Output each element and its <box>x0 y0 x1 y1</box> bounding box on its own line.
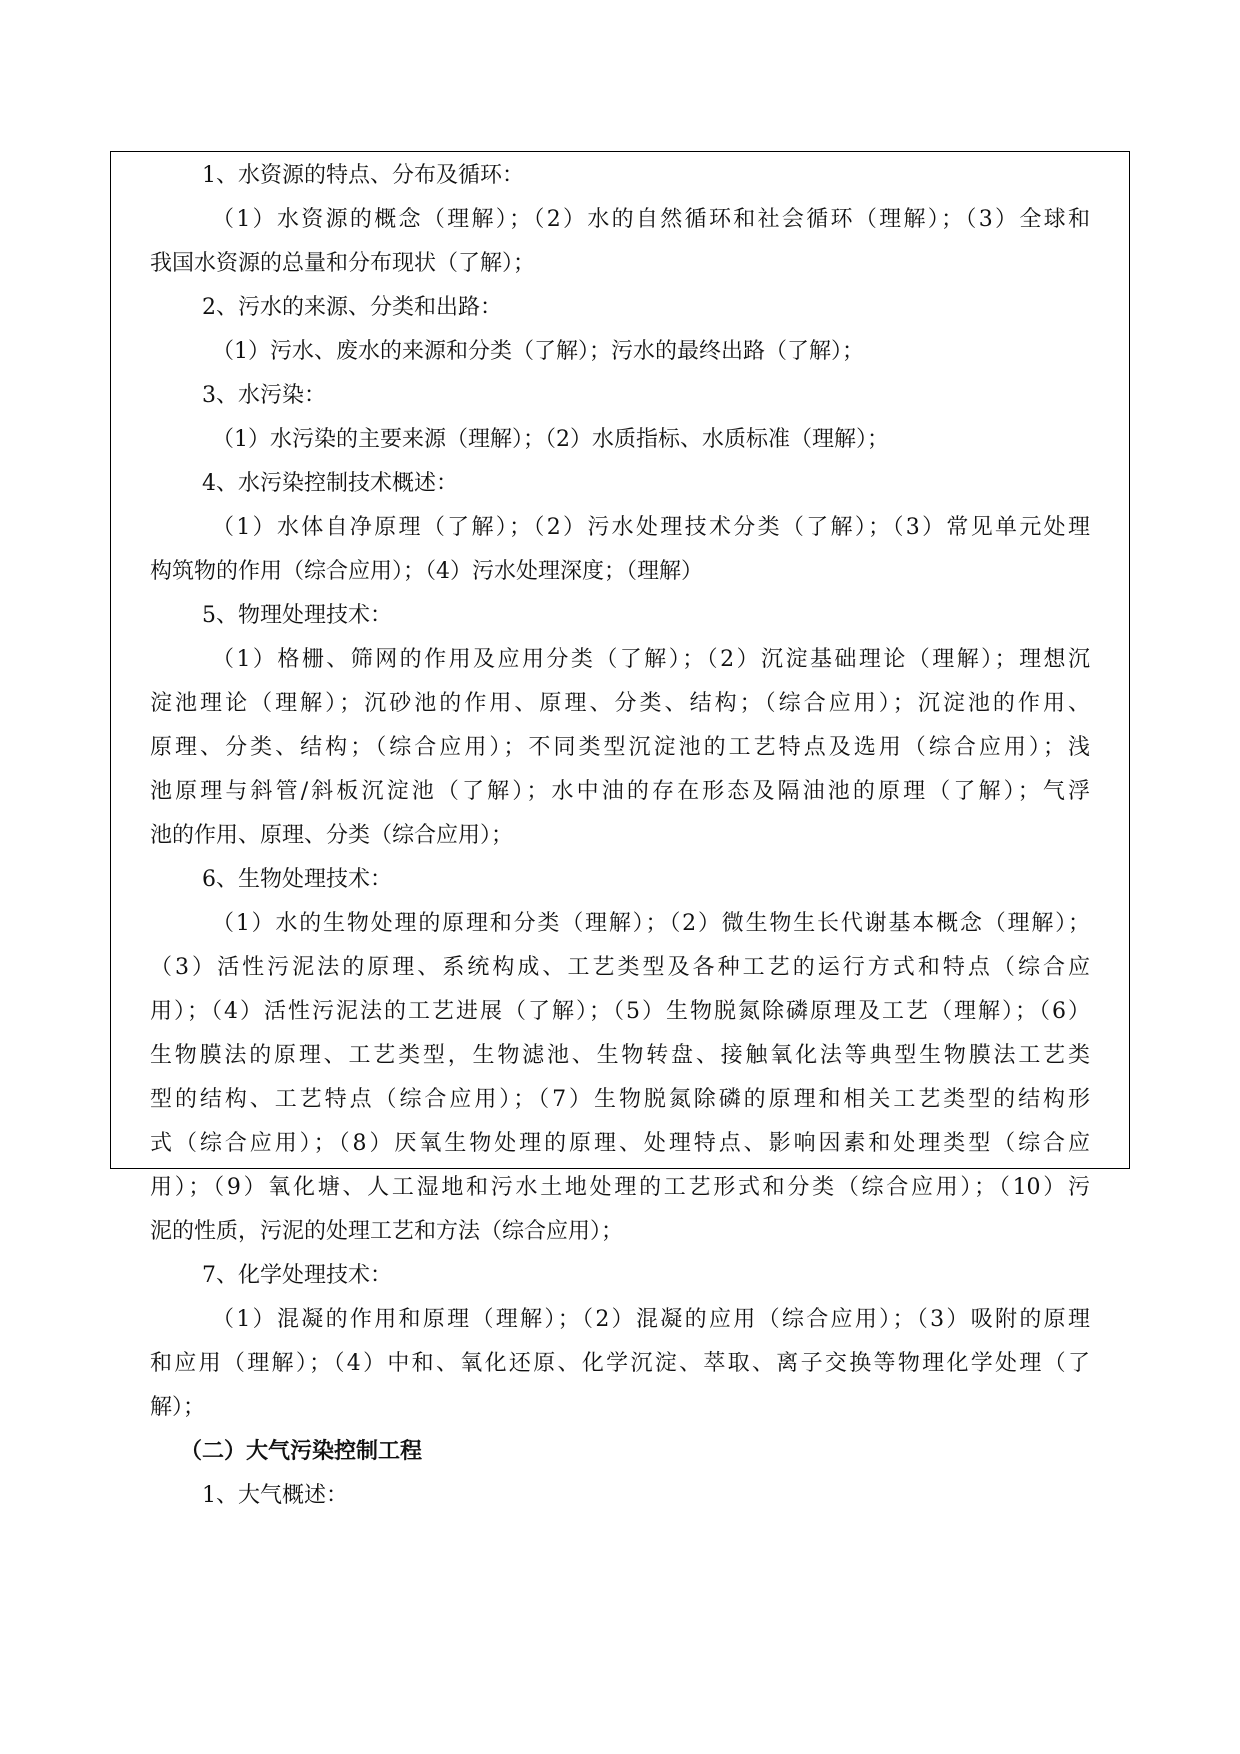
paragraph-line: 池的作用、原理、分类（综合应用）； <box>150 823 514 848</box>
paragraph-line: 生物膜法的原理、工艺类型，生物滤池、生物转盘、接触氧化法等典型生物膜法工艺类 <box>150 1043 1090 1068</box>
heading-chemical-treatment: 7、化学处理技术： <box>202 1263 392 1288</box>
heading-biological-treatment: 6、生物处理技术： <box>202 867 392 892</box>
paragraph-line: （1）水的生物处理的原理和分类（理解）；（2）微生物生长代谢基本概念（理解）； <box>212 911 1090 936</box>
paragraph-line: 解）； <box>150 1395 206 1420</box>
heading-atmosphere-overview: 1、大气概述： <box>202 1483 348 1508</box>
paragraph-line: 池原理与斜管/斜板沉淀池（了解）；水中油的存在形态及隔油池的原理（了解）；气浮 <box>150 779 1090 804</box>
paragraph-line: 泥的性质，污泥的处理工艺和方法（综合应用）； <box>150 1219 624 1244</box>
heading-pollution-control-overview: 4、水污染控制技术概述： <box>202 471 458 496</box>
paragraph-line: （3）活性污泥法的原理、系统构成、工艺类型及各种工艺的运行方式和特点（综合应 <box>150 955 1090 980</box>
paragraph-line: 式（综合应用）；（8）厌氧生物处理的原理、处理特点、影响因素和处理类型（综合应 <box>150 1131 1090 1156</box>
paragraph-line: 型的结构、工艺特点（综合应用）；（7）生物脱氮除磷的原理和相关工艺类型的结构形 <box>150 1087 1090 1112</box>
paragraph-line: 用）；（9）氧化塘、人工湿地和污水土地处理的工艺形式和分类（综合应用）；（10）污 <box>150 1175 1090 1200</box>
heading-wastewater-sources: 2、污水的来源、分类和出路： <box>202 295 502 320</box>
paragraph-line: 用）；（4）活性污泥法的工艺进展（了解）；（5）生物脱氮除磷原理及工艺（理解）；（6） <box>150 999 1090 1024</box>
section-title-air-pollution: （二）大气污染控制工程 <box>180 1439 423 1464</box>
paragraph-line: 和应用（理解）；（4）中和、氧化还原、化学沉淀、萃取、离子交换等物理化学处理（了 <box>150 1351 1090 1376</box>
heading-physical-treatment: 5、物理处理技术： <box>202 603 392 628</box>
paragraph-line: 我国水资源的总量和分布现状（了解）； <box>150 251 536 276</box>
paragraph-line: （1）污水、废水的来源和分类（了解）；污水的最终出路（了解）； <box>212 339 864 364</box>
paragraph-line: 构筑物的作用（综合应用）；（4）污水处理深度；（理解） <box>150 559 703 584</box>
paragraph-line: （1）水体自净原理（了解）；（2）污水处理技术分类（了解）；（3）常见单元处理 <box>212 515 1090 540</box>
heading-water-resources: 1、水资源的特点、分布及循环： <box>202 163 524 188</box>
paragraph-line: 淀池理论（理解）；沉砂池的作用、原理、分类、结构；（综合应用）；沉淀池的作用、 <box>150 691 1090 716</box>
paragraph-line: 原理、分类、结构；（综合应用）；不同类型沉淀池的工艺特点及选用（综合应用）；浅 <box>150 735 1090 760</box>
paragraph-line: （1）水资源的概念（理解）；（2）水的自然循环和社会循环（理解）；（3）全球和 <box>212 207 1090 232</box>
paragraph-line: （1）水污染的主要来源（理解）；（2）水质指标、水质标准（理解）； <box>212 427 889 452</box>
heading-water-pollution: 3、水污染： <box>202 383 326 408</box>
paragraph-line: （1）格栅、筛网的作用及应用分类（了解）；（2）沉淀基础理论（理解）；理想沉 <box>212 647 1090 672</box>
paragraph-line: （1）混凝的作用和原理（理解）；（2）混凝的应用（综合应用）；（3）吸附的原理 <box>212 1307 1090 1332</box>
